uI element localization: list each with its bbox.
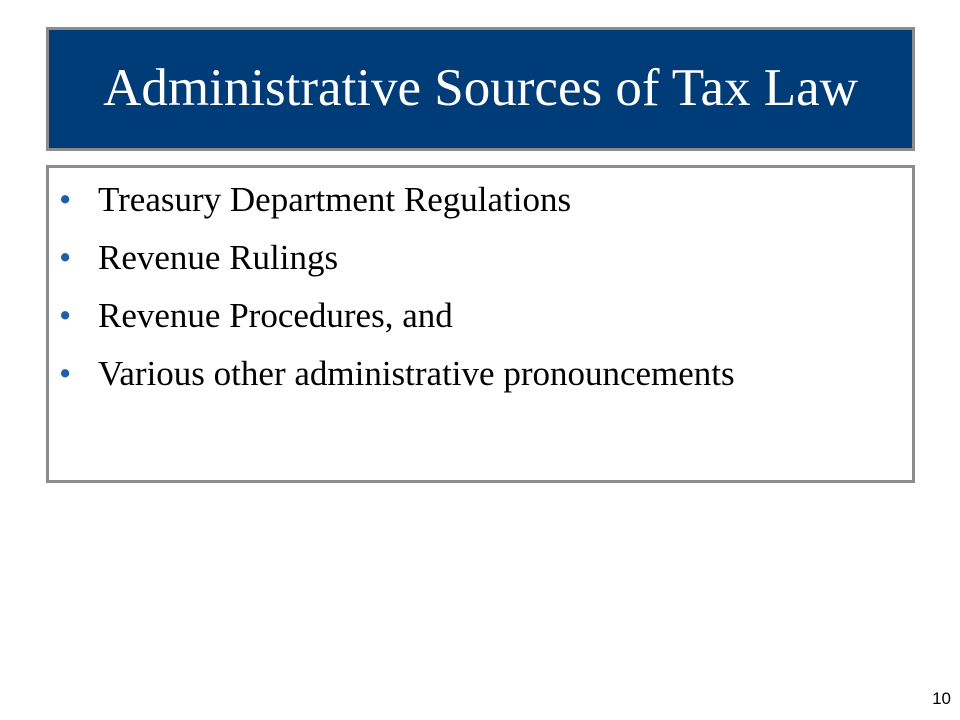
content-box [46,165,915,483]
bullet-icon: • [59,354,72,393]
bullet-icon: • [59,180,72,219]
bullet-text: Revenue Procedures, and [98,296,453,335]
bullet-icon: • [59,238,72,277]
bullet-list [59,180,849,412]
bullet-item [59,238,849,277]
bullet-item [59,354,849,393]
bullet-item [59,180,849,219]
title-banner [46,27,915,151]
bullet-text: Revenue Rulings [98,238,339,277]
bullet-item [59,296,849,335]
slide-number: 10 [932,689,951,708]
bullet-icon: • [59,296,72,335]
bullet-text: Various other administrative pronouncements [98,354,735,393]
bullet-text: Treasury Department Regulations [98,180,572,219]
slide-title: Administrative Sources of Tax Law [103,58,858,117]
